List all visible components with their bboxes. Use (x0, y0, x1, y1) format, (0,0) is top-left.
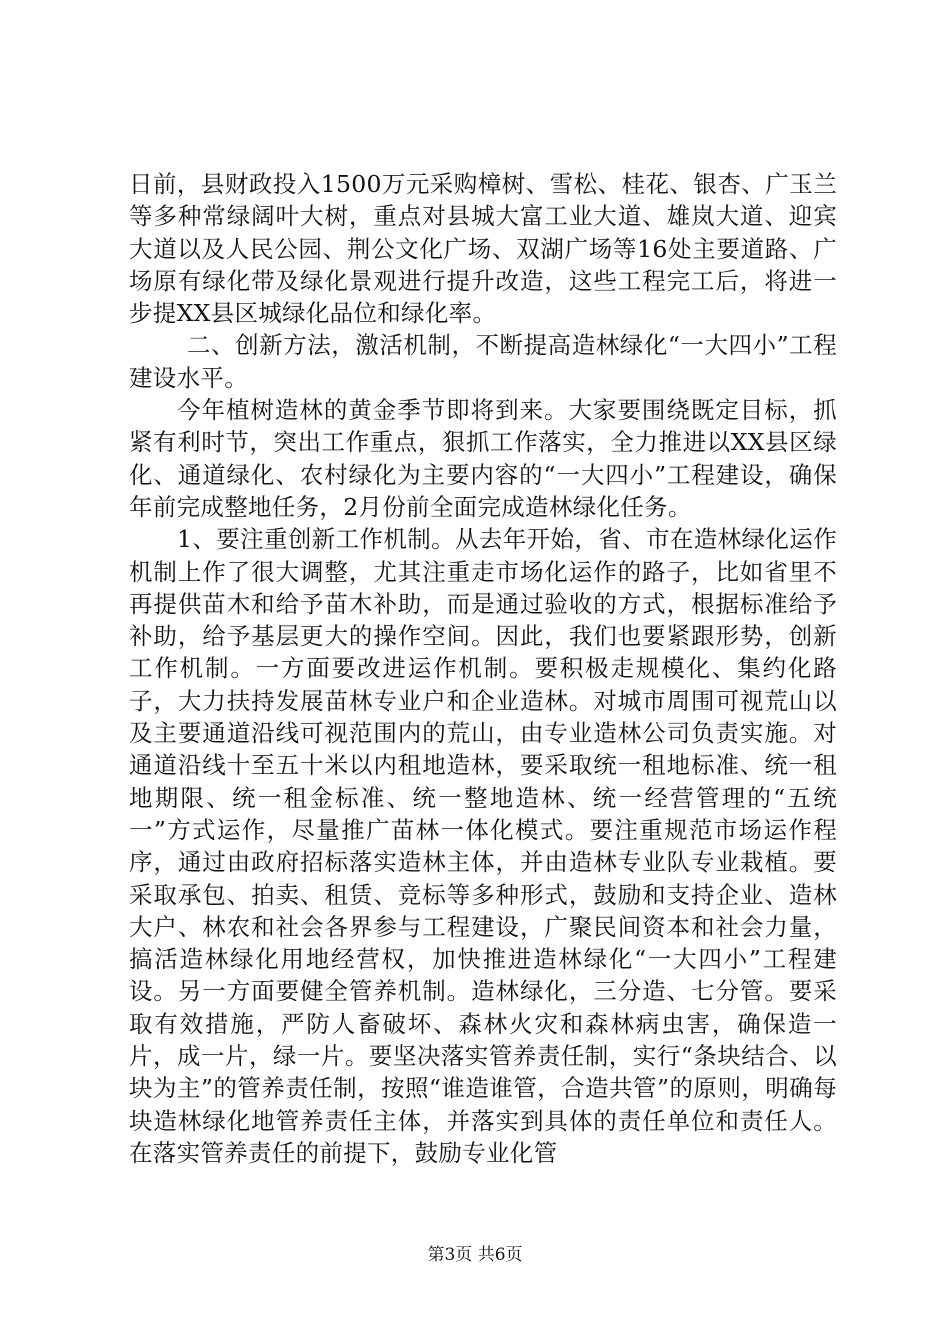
document-body (129, 168, 837, 1169)
paragraph-continuation: 日前，县财政投入1500万元采购樟树、雪松、桂花、银杏、广玉兰等多种常绿阔叶大树，重点对县城大富工业大道、雄岚大道、迎宾大道以及人民公园、荆公文化广场、双湖广场等16处主要道路、广场原有绿化带及绿化景观进行提升改造，这些工程完工后，将进一步提XX县区城绿化品位和绿化率。 (129, 170, 837, 328)
section-heading: 二、创新方法，激活机制，不断提高造林绿化“一大四小”工程建设水平。 (129, 331, 837, 392)
page-number-footer: 第3页 共6页 (427, 1245, 523, 1265)
paragraph-intro: 今年植树造林的黄金季节即将到来。大家要围绕既定目标，抓紧有利时节，突出工作重点，狠抓工作落实，全力推进以XX县区绿化、通道绿化、农村绿化为主要内容的“一大四小”工程建设，确保年前完成整地任务，2月份前全面完成造林绿化任务。 (129, 396, 837, 521)
paragraph-item-1: 1、要注重创新工作机制。从去年开始，省、市在造林绿化运作机制上作了很大调整，尤其注重走市场化运作的路子，比如省里不再提供苗木和给予苗木补助，而是通过验收的方式，根据标准给予补助，给予基层更大的操作空间。因此，我们也要紧跟形势，创新工作机制。一方面要改进运作机制。要积极走规模化、集约化路子，大力扶持发展苗林专业户和企业造林。对城市周围可视荒山以及主要通道沿线可视范围内的荒山，由专业造林公司负责实施。对通道沿线十至五十米以内租地造林，要采取统一租地标准、统一租地期限、统一租金标准、统一整地造林、统一经营管理的“五统一”方式运作，尽量推广苗林一体化模式。要注重规范市场运作程序，通过由政府招标落实造林主体，并由造林专业队专业栽植。要采取承包、拍卖、租赁、竞标等多种形式，鼓励和支持企业、造林大户、林农和社会各界参与工程建设，广聚民间资本和社会力量，搞活造林绿化用地经营权，加快推进造林绿化“一大四小”工程建设。另一方面要健全管养机制。造林绿化，三分造、七分管。要采取有效措施，严防人畜破坏、森林火灾和森林病虫害，确保造一片，成一片，绿一片。要坚决落实管养责任制，实行“条块结合、以块为主”的管养责任制，按照“谁造谁管，合造共管”的原则，明确每块造林绿化地管养责任主体，并落实到具体的责任单位和责任人。在落实管养责任的前提下，鼓励专业化管 (129, 525, 837, 1167)
